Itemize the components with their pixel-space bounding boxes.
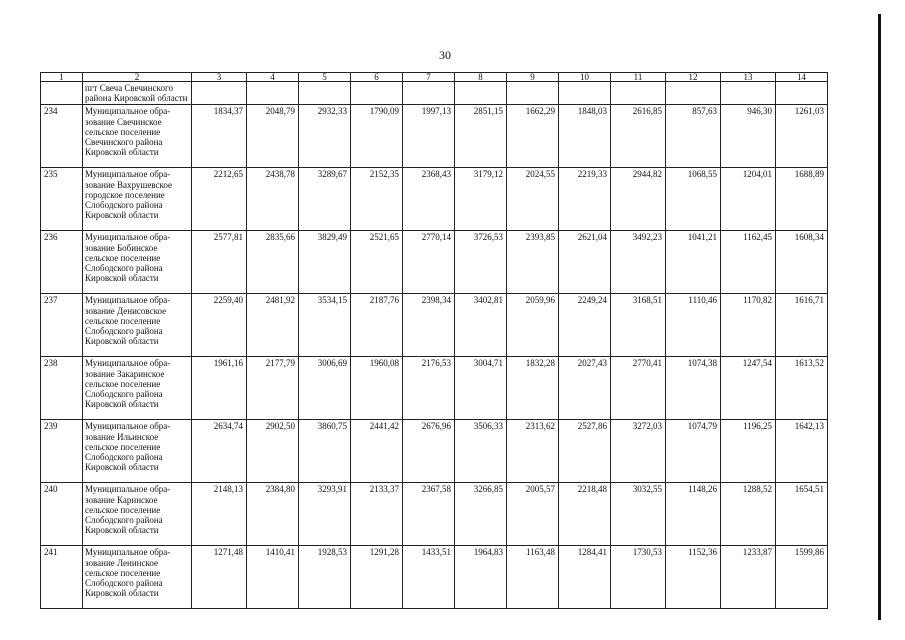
value-cell: 1074,38 — [666, 357, 721, 420]
column-header: 13 — [721, 73, 776, 82]
row-number-cell: 238 — [41, 357, 83, 420]
value-cell: 2398,34 — [403, 294, 455, 357]
value-cell: 1148,26 — [666, 483, 721, 546]
value-cell: 1848,03 — [559, 105, 611, 168]
table-row — [41, 483, 828, 546]
column-header: 6 — [351, 73, 403, 82]
row-number-cell: 236 — [41, 231, 83, 294]
value-cell: 2932,33 — [299, 105, 351, 168]
column-number-row — [41, 73, 828, 82]
municipality-name-cell: Муниципальное обра- зование Закаринское сельское поселение Слободского района Кировской области — [83, 357, 192, 420]
value-cell: 2770,41 — [611, 357, 666, 420]
value-cell: 3293,91 — [299, 483, 351, 546]
municipality-name-cell: Муниципальное обра- зование Ленинское сельское поселение Слободского района Кировской области — [83, 546, 192, 609]
value-cell: 1642,13 — [776, 420, 828, 483]
value-cell: 1960,08 — [351, 357, 403, 420]
value-cell: 2059,96 — [507, 294, 559, 357]
value-cell: 1964,83 — [455, 546, 507, 609]
value-cell: 2634,74 — [192, 420, 247, 483]
column-header: 3 — [192, 73, 247, 82]
value-cell: 2676,96 — [403, 420, 455, 483]
value-cell: 3266,85 — [455, 483, 507, 546]
value-cell: 2005,57 — [507, 483, 559, 546]
value-cell: 1261,03 — [776, 105, 828, 168]
value-cell: 1247,54 — [721, 357, 776, 420]
margin-line — [878, 14, 881, 620]
value-cell: 1163,48 — [507, 546, 559, 609]
value-cell: 2048,79 — [247, 105, 299, 168]
value-cell: 1041,21 — [666, 231, 721, 294]
value-cell: 1688,89 — [776, 168, 828, 231]
value-cell: 1834,37 — [192, 105, 247, 168]
value-cell: 2218,48 — [559, 483, 611, 546]
value-cell: 2944,82 — [611, 168, 666, 231]
row-number-cell: 235 — [41, 168, 83, 231]
value-cell: 1233,87 — [721, 546, 776, 609]
value-cell: 1662,29 — [507, 105, 559, 168]
column-header: 12 — [666, 73, 721, 82]
value-cell: 3179,12 — [455, 168, 507, 231]
value-cell: 2393,85 — [507, 231, 559, 294]
value-cell: 2367,58 — [403, 483, 455, 546]
value-cell: 3004,71 — [455, 357, 507, 420]
value-cell: 2249,24 — [559, 294, 611, 357]
municipality-name-cell: Муниципальное обра- зование Бобинское сельское поселение Слободского района Кировской области — [83, 231, 192, 294]
column-header: 1 — [41, 73, 83, 82]
column-header: 5 — [299, 73, 351, 82]
row-number-cell: 239 — [41, 420, 83, 483]
value-cell: 1832,28 — [507, 357, 559, 420]
value-cell: 1928,53 — [299, 546, 351, 609]
value-cell: 2368,43 — [403, 168, 455, 231]
value-cell: 1170,82 — [721, 294, 776, 357]
column-header: 8 — [455, 73, 507, 82]
value-cell: 1162,45 — [721, 231, 776, 294]
value-cell: 3272,03 — [611, 420, 666, 483]
value-cell: 2027,43 — [559, 357, 611, 420]
value-cell: 1730,53 — [611, 546, 666, 609]
value-cell: 1288,52 — [721, 483, 776, 546]
value-cell: 1291,28 — [351, 546, 403, 609]
value-cell: 1961,16 — [192, 357, 247, 420]
value-cell: 1654,51 — [776, 483, 828, 546]
value-cell: 2187,76 — [351, 294, 403, 357]
column-header: 11 — [611, 73, 666, 82]
value-cell: 2902,50 — [247, 420, 299, 483]
value-cell: 3402,81 — [455, 294, 507, 357]
value-cell: 1613,52 — [776, 357, 828, 420]
continuation-row — [41, 82, 828, 105]
value-cell: 2438,78 — [247, 168, 299, 231]
municipality-name-cell: Муниципальное обра- зование Каринское сельское поселение Слободского района Кировской области — [83, 483, 192, 546]
value-cell: 2259,40 — [192, 294, 247, 357]
page-number: 30 — [439, 48, 451, 62]
value-cell: 2527,86 — [559, 420, 611, 483]
value-cell: 857,63 — [666, 105, 721, 168]
table-row — [41, 168, 828, 231]
value-cell: 2152,35 — [351, 168, 403, 231]
value-cell: 2616,85 — [611, 105, 666, 168]
column-header: 2 — [83, 73, 192, 82]
value-cell: 2133,37 — [351, 483, 403, 546]
value-cell: 2212,65 — [192, 168, 247, 231]
value-cell: 946,30 — [721, 105, 776, 168]
value-cell: 1790,09 — [351, 105, 403, 168]
value-cell: 2770,14 — [403, 231, 455, 294]
value-cell: 2313,62 — [507, 420, 559, 483]
row-number-cell — [41, 82, 83, 105]
value-cell: 1599,86 — [776, 546, 828, 609]
value-cell: 2521,65 — [351, 231, 403, 294]
value-cell: 1074,79 — [666, 420, 721, 483]
municipality-name-cell: Муниципальное обра- зование Ильинское сельское поселение Слободского района Кировской области — [83, 420, 192, 483]
value-cell: 3506,33 — [455, 420, 507, 483]
column-header: 9 — [507, 73, 559, 82]
value-cell: 2024,55 — [507, 168, 559, 231]
row-number-cell: 237 — [41, 294, 83, 357]
table-row — [41, 294, 828, 357]
municipality-name-cell: Муниципальное обра- зование Денисовское сельское поселение Слободского района Кировской области — [83, 294, 192, 357]
value-cell: 2219,33 — [559, 168, 611, 231]
table-row — [41, 546, 828, 609]
table-row — [41, 420, 828, 483]
table-row — [41, 105, 828, 168]
value-cell: 3860,75 — [299, 420, 351, 483]
value-cell: 2851,15 — [455, 105, 507, 168]
municipality-name-cell: пгт Свеча Свечинского района Кировской области — [83, 82, 192, 105]
value-cell: 2621,04 — [559, 231, 611, 294]
row-number-cell: 240 — [41, 483, 83, 546]
column-header: 14 — [776, 73, 828, 82]
value-cell: 3289,67 — [299, 168, 351, 231]
value-cell: 2148,13 — [192, 483, 247, 546]
data-table — [40, 72, 828, 609]
value-cell: 2176,53 — [403, 357, 455, 420]
value-cell: 3534,15 — [299, 294, 351, 357]
value-cell: 3829,49 — [299, 231, 351, 294]
table-row — [41, 357, 828, 420]
value-cell: 2481,92 — [247, 294, 299, 357]
municipality-name-cell: Муниципальное обра- зование Свечинское сельское поселение Свечинского района Кировской области — [83, 105, 192, 168]
value-cell: 1068,55 — [666, 168, 721, 231]
value-cell: 1608,34 — [776, 231, 828, 294]
value-cell: 3492,23 — [611, 231, 666, 294]
value-cell: 1997,13 — [403, 105, 455, 168]
municipality-name-cell: Муниципальное обра- зование Вахрушевское городское поселение Слободского района Кировской области — [83, 168, 192, 231]
value-cell: 2835,66 — [247, 231, 299, 294]
value-cell: 1410,41 — [247, 546, 299, 609]
column-header: 7 — [403, 73, 455, 82]
value-cell: 2384,80 — [247, 483, 299, 546]
value-cell: 1433,51 — [403, 546, 455, 609]
column-header: 10 — [559, 73, 611, 82]
value-cell: 1616,71 — [776, 294, 828, 357]
table-row — [41, 231, 828, 294]
value-cell: 1196,25 — [721, 420, 776, 483]
value-cell: 3006,69 — [299, 357, 351, 420]
value-cell: 2577,81 — [192, 231, 247, 294]
row-number-cell: 241 — [41, 546, 83, 609]
column-header: 4 — [247, 73, 299, 82]
value-cell: 1204,01 — [721, 168, 776, 231]
value-cell: 3032,55 — [611, 483, 666, 546]
value-cell: 1271,48 — [192, 546, 247, 609]
value-cell: 2441,42 — [351, 420, 403, 483]
value-cell: 1152,36 — [666, 546, 721, 609]
value-cell: 3168,51 — [611, 294, 666, 357]
value-cell: 2177,79 — [247, 357, 299, 420]
value-cell: 1110,46 — [666, 294, 721, 357]
value-cell: 3726,53 — [455, 231, 507, 294]
row-number-cell: 234 — [41, 105, 83, 168]
value-cell: 1284,41 — [559, 546, 611, 609]
